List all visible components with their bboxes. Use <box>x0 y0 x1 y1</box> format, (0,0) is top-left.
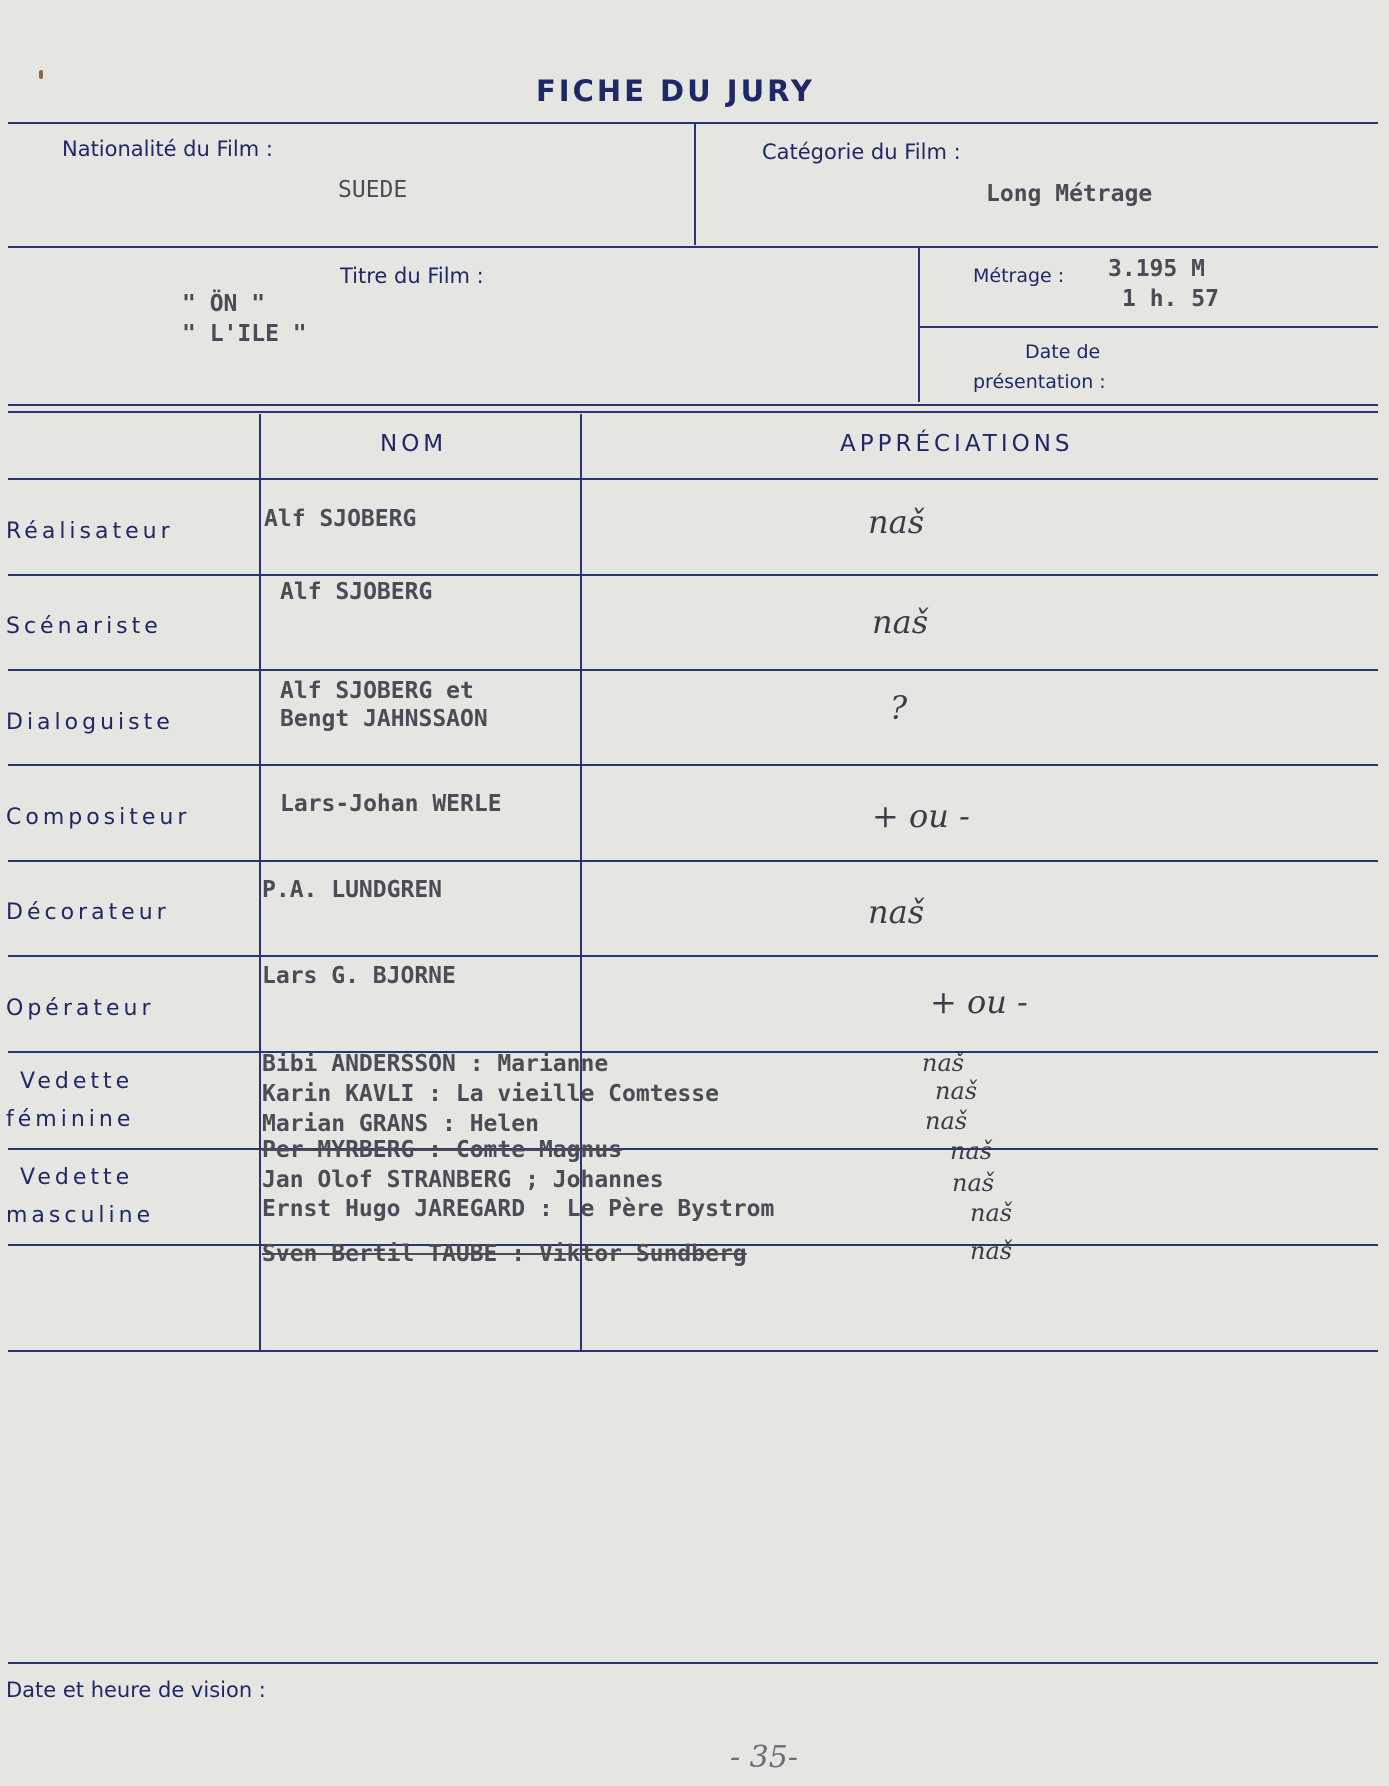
director-appreciation: naš <box>868 503 925 541</box>
row-label-female-lead-2: féminine <box>6 1107 135 1132</box>
cast-appreciation: naš <box>925 1107 968 1135</box>
row-label-dialogue: Dialoguiste <box>6 710 174 735</box>
cast-appreciation: naš <box>950 1137 993 1165</box>
divider <box>918 248 920 402</box>
divider <box>920 326 1378 328</box>
cast-appreciation: naš <box>952 1169 995 1197</box>
divider <box>694 123 696 245</box>
cast-appreciation: naš <box>970 1199 1013 1227</box>
page-number: - 35- <box>730 1740 798 1775</box>
ink-speck <box>39 70 43 79</box>
category-value: Long Métrage <box>986 181 1153 207</box>
page-title: FICHE DU JURY <box>536 74 815 108</box>
director-name: Alf SJOBERG <box>264 506 417 532</box>
row-label-female-lead-1: Vedette <box>20 1069 134 1094</box>
row-label-composer: Compositeur <box>6 805 191 830</box>
row-label-director: Réalisateur <box>6 519 174 544</box>
nationality-value: SUEDE <box>338 177 408 203</box>
length-label: Métrage : <box>973 265 1065 287</box>
divider <box>8 246 1378 248</box>
vision-date-label: Date et heure de vision : <box>6 1678 266 1702</box>
divider <box>8 1662 1378 1664</box>
cast-entry: Karin KAVLI : La vieille Comtesse <box>262 1081 719 1107</box>
table-bottom-rule <box>8 1350 1378 1352</box>
column-header-name: NOM <box>380 431 448 457</box>
row-label-male-lead-1: Vedette <box>20 1165 134 1190</box>
length-duration: 1 h. 57 <box>1122 286 1219 312</box>
nationality-label: Nationalité du Film : <box>62 137 273 161</box>
film-title-line-2: " L'ILE " <box>182 321 307 347</box>
cast-entry: Jan Olof STRANBERG ; Johannes <box>262 1167 664 1193</box>
cast-entry: Bibi ANDERSSON : Marianne <box>262 1051 609 1077</box>
dialogue-name-line-1: Alf SJOBERG et <box>280 678 474 704</box>
cinematographer-appreciation: + ou - <box>930 983 1028 1021</box>
row-divider <box>8 955 1378 957</box>
dialogue-appreciation: ? <box>890 689 908 727</box>
cast-entry: Ernst Hugo JAREGARD : Le Père Bystrom <box>262 1196 775 1222</box>
divider <box>8 122 1378 124</box>
composer-name: Lars-Johan WERLE <box>280 791 502 817</box>
row-divider <box>8 1148 1378 1150</box>
column-header-appreciation: APPRÉCIATIONS <box>840 431 1074 457</box>
divider <box>8 411 1378 413</box>
cast-appreciation: naš <box>970 1237 1013 1265</box>
row-divider <box>8 669 1378 671</box>
presentation-label-line-2: présentation : <box>973 371 1106 393</box>
composer-appreciation: + ou - <box>872 797 970 835</box>
row-divider <box>8 574 1378 576</box>
row-label-set-designer: Décorateur <box>6 900 170 925</box>
row-divider <box>8 478 1378 480</box>
presentation-label-line-1: Date de <box>1025 341 1101 363</box>
divider <box>8 404 1378 406</box>
screenwriter-name: Alf SJOBERG <box>280 579 433 605</box>
screenwriter-appreciation: naš <box>872 603 929 641</box>
cast-appreciation: naš <box>922 1049 965 1077</box>
row-label-screenwriter: Scénariste <box>6 614 162 639</box>
cast-entry: Marian GRANS : Helen <box>262 1111 539 1137</box>
dialogue-name-line-2: Bengt JAHNSSAON <box>280 706 488 732</box>
cast-entry: Sven Bertil TAUBE : Viktor Sundberg <box>262 1241 747 1267</box>
row-label-male-lead-2: masculine <box>6 1203 155 1228</box>
row-divider <box>8 860 1378 862</box>
row-label-cinematographer: Opérateur <box>6 996 155 1021</box>
cast-appreciation: naš <box>935 1077 978 1105</box>
length-meters: 3.195 M <box>1108 256 1205 282</box>
film-title-line-1: " ÖN " <box>182 291 266 317</box>
table-column-divider <box>259 414 261 1350</box>
set-designer-name: P.A. LUNDGREN <box>262 877 443 903</box>
category-label: Catégorie du Film : <box>762 140 961 164</box>
cinematographer-name: Lars G. BJORNE <box>262 963 456 989</box>
row-divider <box>8 764 1378 766</box>
set-designer-appreciation: naš <box>868 893 925 931</box>
film-title-label: Titre du Film : <box>340 264 484 288</box>
cast-entry: Per MYRBERG : Comte Magnus <box>262 1137 623 1163</box>
row-divider <box>8 1051 1378 1053</box>
